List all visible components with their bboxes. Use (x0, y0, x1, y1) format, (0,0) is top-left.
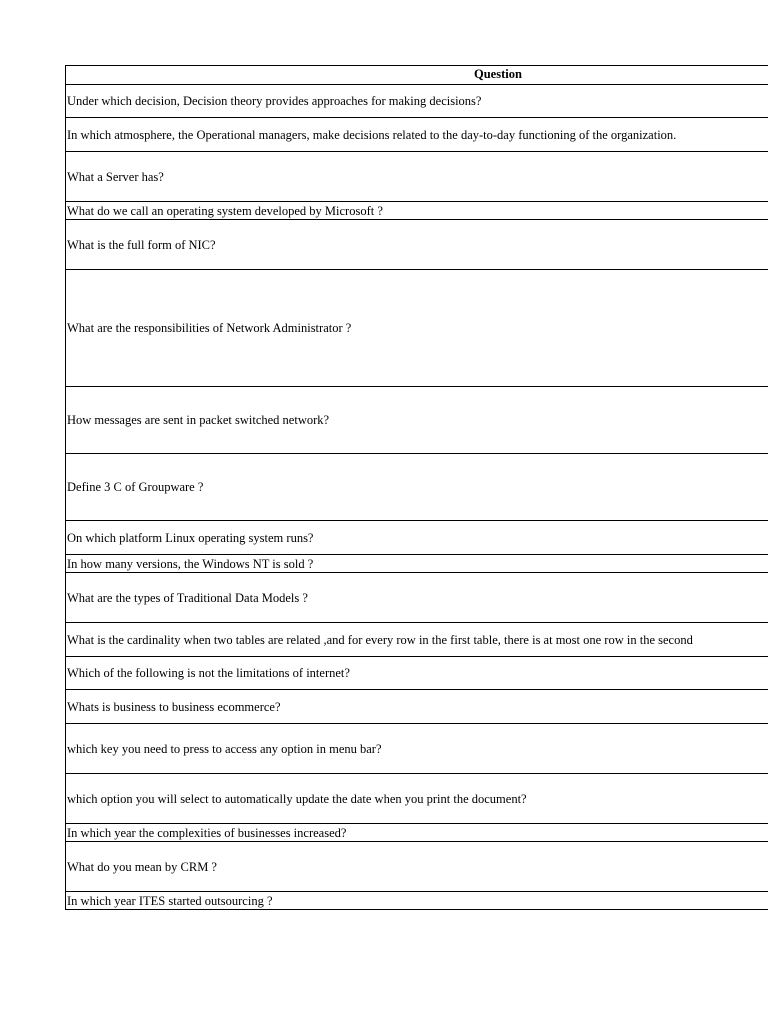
table-row (66, 118, 768, 152)
table-row (66, 573, 768, 623)
table-row (66, 892, 768, 910)
table-row (66, 842, 768, 892)
question-cell: Whats is business to business ecommerce? (67, 699, 281, 714)
question-cell: In how many versions, the Windows NT is sold ? (67, 556, 314, 571)
question-cell: In which year the complexities of businesses increased? (67, 825, 347, 840)
question-cell: In which year ITES started outsourcing ? (67, 893, 273, 908)
table-row (66, 152, 768, 202)
question-cell: What do we call an operating system developed by Microsoft ? (67, 203, 383, 218)
question-cell: What is the cardinality when two tables are related ,and for every row in the first table, there is at most one row in the second (67, 632, 693, 647)
question-cell: which option you will select to automatically update the date when you print the document? (67, 791, 527, 806)
table-row (66, 85, 768, 118)
table-row (66, 387, 768, 454)
question-cell: What is the full form of NIC? (67, 237, 216, 252)
table-row (66, 270, 768, 387)
table-row (66, 657, 768, 690)
question-cell: What are the responsibilities of Network Administrator ? (67, 321, 352, 335)
table-row (66, 454, 768, 521)
question-cell: What a Server has? (67, 169, 164, 184)
question-cell: What are the types of Traditional Data Models ? (67, 590, 308, 605)
table-row (66, 220, 768, 270)
table-row (66, 521, 768, 555)
question-cell: How messages are sent in packet switched network? (67, 413, 330, 427)
table-row (66, 774, 768, 824)
table-row (66, 724, 768, 774)
question-cell: Define 3 C of Groupware ? (67, 480, 204, 494)
table-row (66, 555, 768, 573)
column-header (66, 66, 768, 85)
column-header-label: Question (474, 67, 522, 81)
table-row (66, 824, 768, 842)
question-cell: On which platform Linux operating system runs? (67, 530, 314, 545)
question-cell: Which of the following is not the limitations of internet? (67, 666, 350, 680)
table-row (66, 202, 768, 220)
question-cell: In which atmosphere, the Operational managers, make decisions related to the day-to-day functioning of the organization. (67, 127, 677, 142)
question-cell: Under which decision, Decision theory provides approaches for making decisions? (67, 94, 482, 108)
table-row (66, 690, 768, 724)
table-row (66, 623, 768, 657)
question-cell: which key you need to press to access any option in menu bar? (67, 741, 382, 756)
question-cell: What do you mean by CRM ? (67, 859, 217, 874)
question-table (65, 65, 768, 910)
